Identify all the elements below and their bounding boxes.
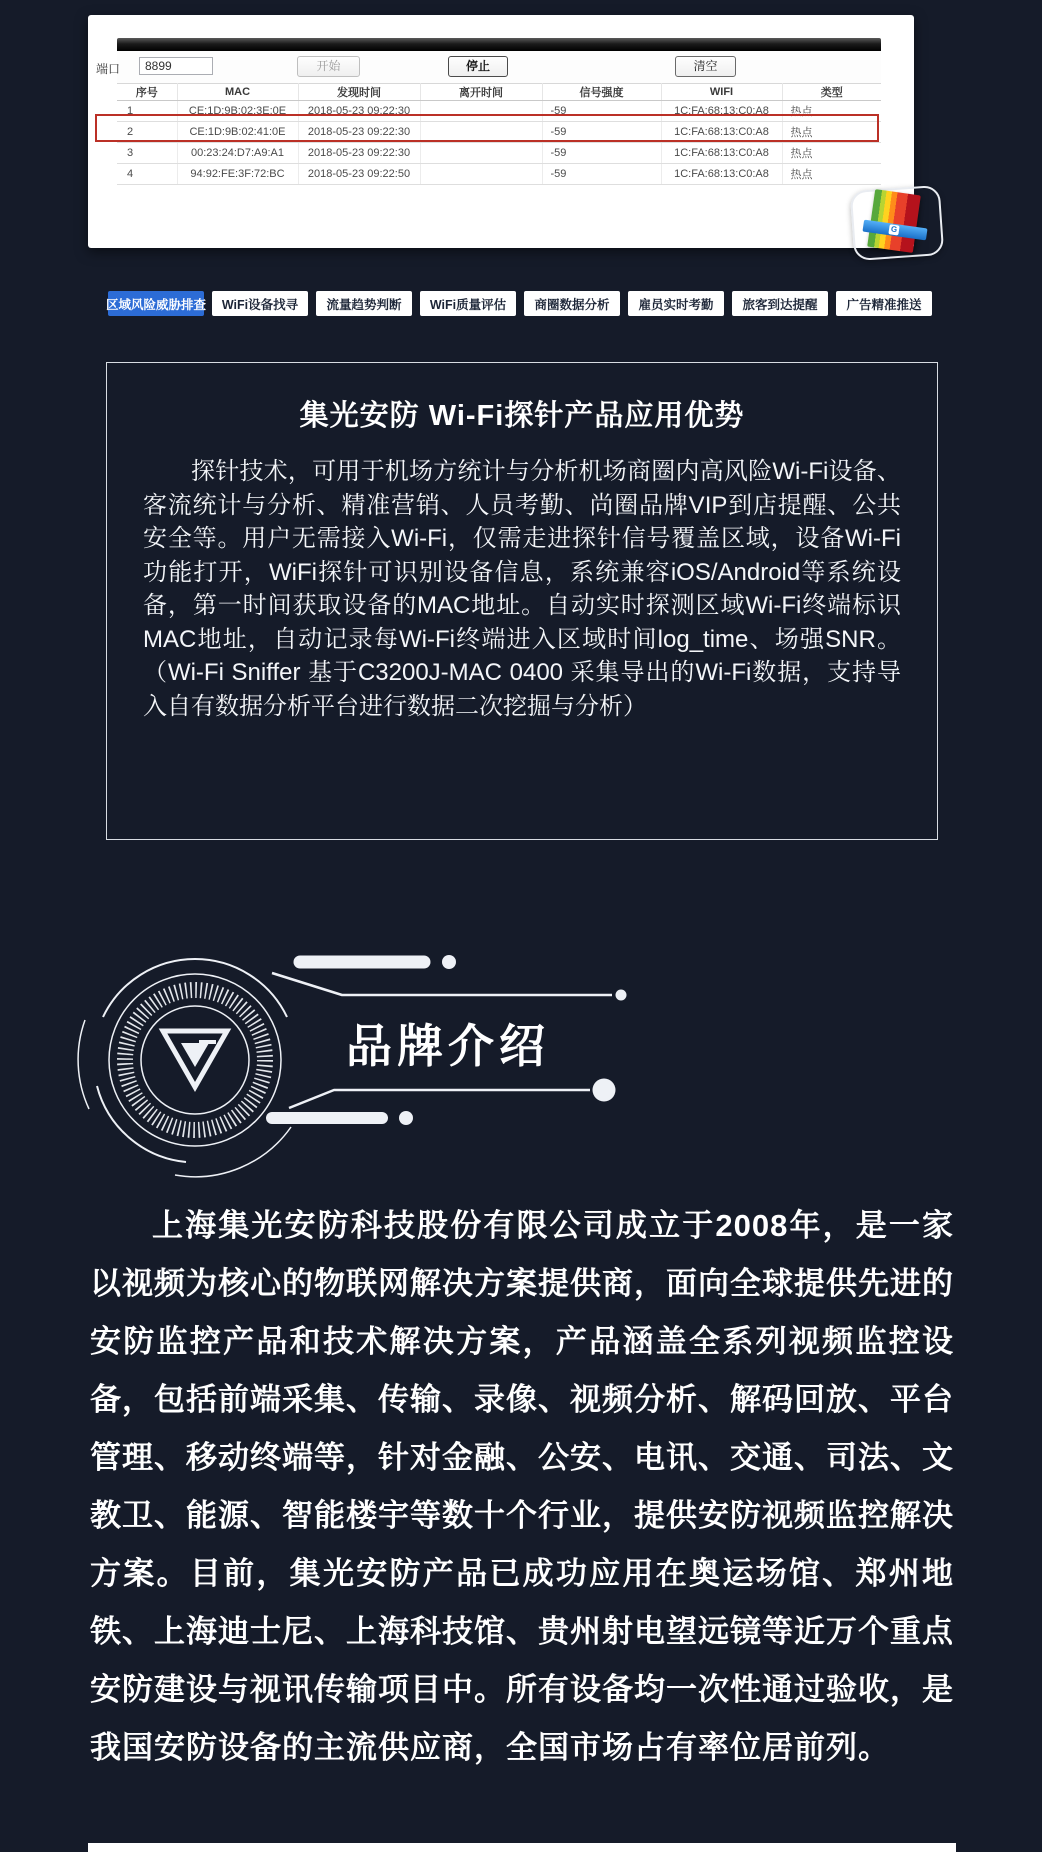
table-cell: 热点 xyxy=(782,143,881,164)
table-header-cell: 类型 xyxy=(782,84,881,101)
table-cell: 1C:FA:68:13:C0:A8 xyxy=(661,143,782,164)
table-cell xyxy=(420,143,542,164)
feature-tag[interactable]: WiFi设备找寻 xyxy=(212,291,308,316)
advantages-title: 集光安防 Wi-Fi探针产品应用优势 xyxy=(299,400,745,432)
table-header-row xyxy=(117,84,881,101)
table-cell: 2018-05-23 09:22:50 xyxy=(298,164,420,185)
table-header-cell: WIFI xyxy=(661,84,782,101)
app-toolbar xyxy=(96,51,881,83)
table-cell: 4 xyxy=(117,164,177,185)
feature-tag[interactable]: 广告精准推送 xyxy=(836,291,932,316)
table-row[interactable] xyxy=(117,122,881,143)
company-introduction: 上海集光安防科技股份有限公司成立于2008年，是一家以视频为核心的物联网解决方案提供商，面向全球提供先进的安防监控产品和技术解决方案，产品涵盖全系列视频监控设备，包括前端采集、传输、录像、视频分析、解码回放、平台管理、移动终端等，针对金融、公安、电讯、交通、司法、文教卫、能源、智能楼宇等数十个行业，提供安防视频监控解决方案。目前，集光安防产品已成功应用在奥运场馆、郑州地铁、上海迪士尼、上海科技馆、贵州射电望远镜等近万个重点安防建设与视讯传输项目中。所有设备均一次性通过验收，是我国安防设备的主流供应商，全国市场占有率位居前列。 xyxy=(90,1208,954,1765)
mac-table xyxy=(117,83,881,185)
table-cell: CE:1D:9B:02:3E:0E xyxy=(177,101,298,122)
brand-heading: 品牌介绍 xyxy=(346,1020,550,1072)
start-button[interactable]: 开始 xyxy=(297,56,360,77)
icon-logo-letter: G xyxy=(890,224,898,235)
wifi-sniffer-screenshot xyxy=(88,15,914,248)
table-cell: 1 xyxy=(117,101,177,122)
table-cell: -59 xyxy=(542,122,661,143)
table-header-cell: 离开时间 xyxy=(420,84,542,101)
table-row[interactable] xyxy=(117,164,881,185)
table-cell: 2018-05-23 09:22:30 xyxy=(298,122,420,143)
feature-tag[interactable]: 雇员实时考勤 xyxy=(628,291,724,316)
clear-button[interactable]: 清空 xyxy=(675,56,736,77)
feature-tag[interactable]: WiFi质量评估 xyxy=(420,291,516,316)
advantages-body: 探针技术，可用于机场方统计与分析机场商圈内高风险Wi-Fi设备、客流统计与分析、精准营销、人员考勤、尚圈品牌VIP到店提醒、公共安全等。用户无需接入Wi-Fi，仅需走进探针信号覆盖区域，设备Wi-Fi功能打开，WiFi探针可识别设备信息，系统兼容iOS/Android等系统设备，第一时间获取设备的MAC地址。自动实时探测区域Wi-Fi终端标识MAC地址，自动记录每Wi-Fi终端进入区域时间log_time、场强SNR。（Wi-Fi Sniffer 基于C3200J-MAC 0400 采集导出的Wi-Fi数据，支持导入自有数据分析平台进行数据二次挖掘与分析） xyxy=(143,458,901,720)
table-header-cell: 发现时间 xyxy=(298,84,420,101)
table-cell: 热点 xyxy=(782,101,881,122)
feature-tag[interactable]: 区域风险威胁排查 xyxy=(108,291,204,316)
stop-button[interactable]: 停止 xyxy=(448,56,508,77)
table-header-cell: MAC xyxy=(177,84,298,101)
window-titlebar xyxy=(117,38,881,51)
table-cell: CE:1D:9B:02:41:0E xyxy=(177,122,298,143)
table-cell: 2018-05-23 09:22:30 xyxy=(298,143,420,164)
haozip-icon xyxy=(852,188,942,258)
table-cell: -59 xyxy=(542,143,661,164)
feature-tag[interactable]: 商圈数据分析 xyxy=(524,291,620,316)
table-cell xyxy=(420,122,542,143)
table-cell: 1C:FA:68:13:C0:A8 xyxy=(661,122,782,143)
table-cell: 1C:FA:68:13:C0:A8 xyxy=(661,164,782,185)
table-cell: 热点 xyxy=(782,164,881,185)
app-window xyxy=(96,38,881,185)
feature-tags xyxy=(108,291,932,316)
table-cell: 00:23:24:D7:A9:A1 xyxy=(177,143,298,164)
table-cell: -59 xyxy=(542,101,661,122)
table-row[interactable] xyxy=(117,101,881,122)
next-section-strip xyxy=(88,1843,956,1852)
table-cell: 2 xyxy=(117,122,177,143)
table-row[interactable] xyxy=(117,143,881,164)
table-cell: 3 xyxy=(117,143,177,164)
table-cell: 热点 xyxy=(782,122,881,143)
table-cell xyxy=(420,164,542,185)
advantages-box xyxy=(106,362,938,840)
table-cell xyxy=(420,101,542,122)
table-cell: 94:92:FE:3F:72:BC xyxy=(177,164,298,185)
table-header-cell: 信号强度 xyxy=(542,84,661,101)
port-label: 端口 xyxy=(96,62,121,76)
table-cell: -59 xyxy=(542,164,661,185)
feature-tag[interactable]: 旅客到达提醒 xyxy=(732,291,828,316)
feature-tag[interactable]: 流量趋势判断 xyxy=(316,291,412,316)
table-header-cell: 序号 xyxy=(117,84,177,101)
table-cell: 1C:FA:68:13:C0:A8 xyxy=(661,101,782,122)
table-cell: 2018-05-23 09:22:30 xyxy=(298,101,420,122)
port-input[interactable] xyxy=(139,57,213,75)
